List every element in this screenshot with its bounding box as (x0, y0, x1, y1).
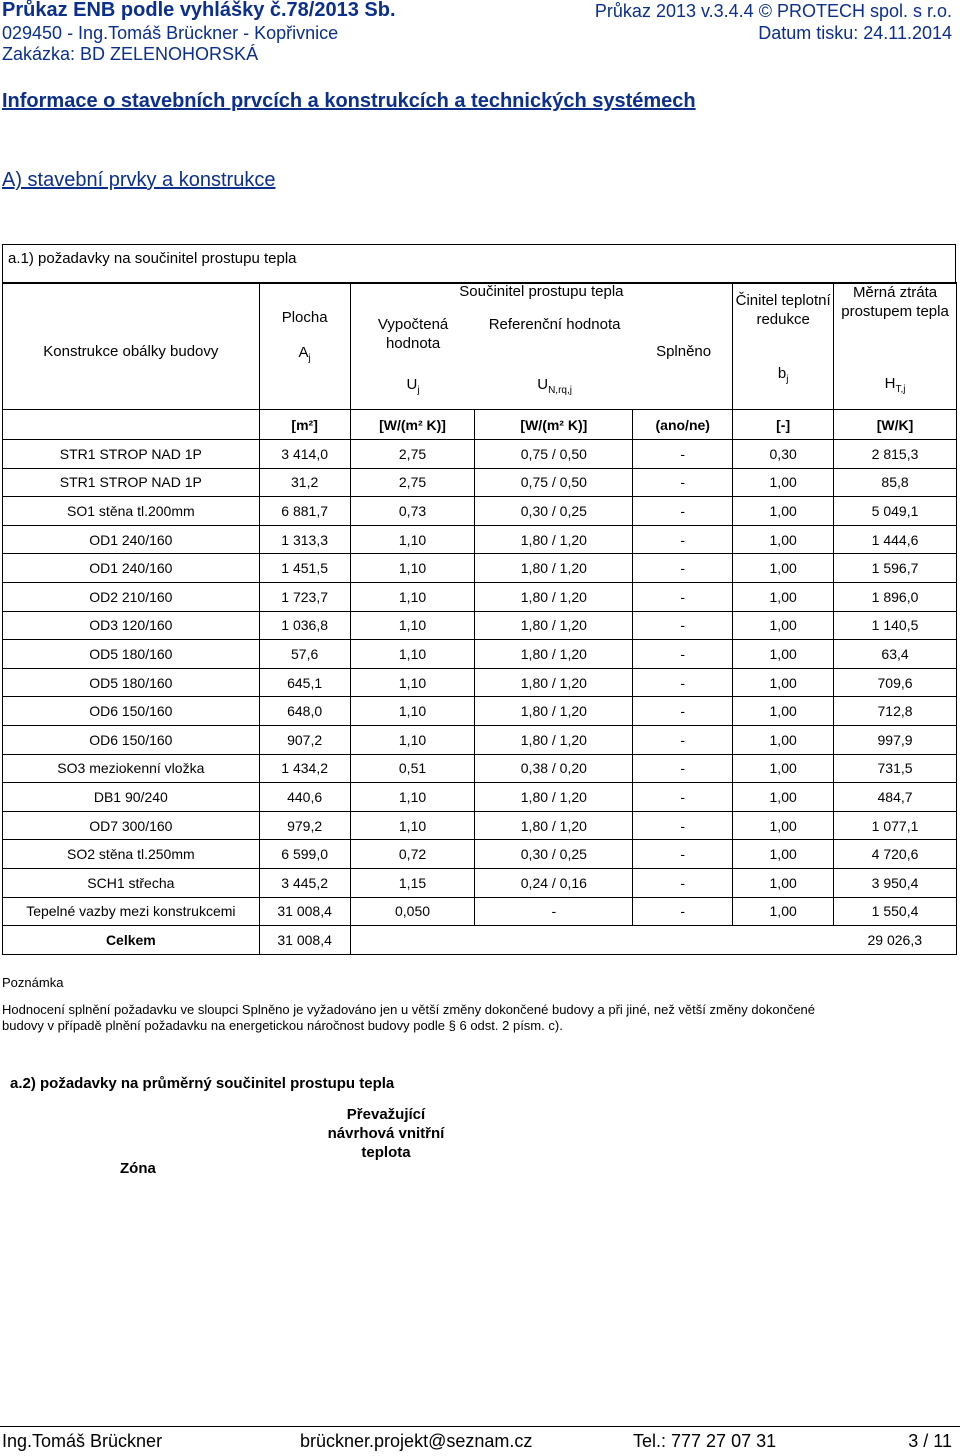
table-row (3, 611, 957, 640)
unit-area: [m²] (259, 410, 350, 440)
cell-uref: 0,75 / 0,50 (475, 440, 633, 469)
cell-area: 648,0 (259, 697, 350, 726)
cell-h: 484,7 (834, 783, 957, 812)
cell-name: STR1 STROP NAD 1P (3, 440, 260, 469)
cell-ok: - (633, 611, 733, 640)
cell-b: 1,00 (733, 582, 834, 611)
cell-ok: - (633, 440, 733, 469)
cell-uref: 1,80 / 1,20 (475, 640, 633, 669)
cell-name: Tepelné vazby mezi konstrukcemi (3, 897, 260, 926)
table-row (3, 754, 957, 783)
software-version: Průkaz 2013 v.3.4.4 © PROTECH spol. s r.o. (594, 1, 952, 21)
cell-name: SO1 stěna tl.200mm (3, 497, 260, 526)
cell-ok: - (633, 897, 733, 926)
table-row (3, 468, 957, 497)
cell-area: 1 451,5 (259, 554, 350, 583)
cell-u: 1,10 (350, 811, 475, 840)
cell-uref: 1,80 / 1,20 (475, 697, 633, 726)
cell-h: 1 444,6 (834, 525, 957, 554)
cell-h: 1 896,0 (834, 582, 957, 611)
cell-b: 1,00 (733, 811, 834, 840)
cell-area: 979,2 (259, 811, 350, 840)
cell-uref: 0,30 / 0,25 (475, 840, 633, 869)
cell-area: 440,6 (259, 783, 350, 812)
cell-b: 1,00 (733, 897, 834, 926)
cell-u: 1,10 (350, 611, 475, 640)
cell-area: 6 881,7 (259, 497, 350, 526)
cell-ok: - (633, 783, 733, 812)
cell-u: 0,73 (350, 497, 475, 526)
cell-u: 0,51 (350, 754, 475, 783)
cell-u: 2,75 (350, 440, 475, 469)
cell-area: 3 445,2 (259, 868, 350, 897)
cell-uref: - (475, 897, 633, 926)
table-row (3, 554, 957, 583)
cell-uref: 1,80 / 1,20 (475, 668, 633, 697)
cell-ok: - (633, 697, 733, 726)
cell-u: 1,10 (350, 725, 475, 754)
page-footer (0, 1426, 960, 1456)
cell-area: 6 599,0 (259, 840, 350, 869)
cell-uref: 1,80 / 1,20 (475, 783, 633, 812)
cell-b: 1,00 (733, 840, 834, 869)
cell-name: SCH1 střecha (3, 868, 260, 897)
table-row (3, 582, 957, 611)
unit-loss: [W/K] (834, 410, 957, 440)
table-row (3, 440, 957, 469)
cell-ok: - (633, 868, 733, 897)
unit-factor: [-] (733, 410, 834, 440)
a2-title: a.2) požadavky na průměrný součinitel prostupu tepla (10, 1075, 395, 1092)
cell-b: 0,30 (733, 440, 834, 469)
cell-b: 1,00 (733, 640, 834, 669)
cell-ok: - (633, 725, 733, 754)
unit-computed: [W/(m² K)] (350, 410, 475, 440)
cell-area: 1 036,8 (259, 611, 350, 640)
cell-area: 907,2 (259, 725, 350, 754)
cell-name: OD3 120/160 (3, 611, 260, 640)
cell-u: 1,10 (350, 668, 475, 697)
cell-b: 1,00 (733, 725, 834, 754)
order-line: Zakázka: BD ZELENOHORSKÁ (2, 44, 259, 64)
cell-area: 1 723,7 (259, 582, 350, 611)
total-loss: 29 026,3 (350, 926, 956, 955)
table-row (3, 868, 957, 897)
cell-ok: - (633, 754, 733, 783)
table-row (3, 811, 957, 840)
cell-u: 1,10 (350, 783, 475, 812)
unit-fulfilled: (ano/ne) (633, 410, 733, 440)
cell-ok: - (633, 497, 733, 526)
header-loss: Měrná ztráta prostupem tepla $H_{T,j}$ (834, 283, 957, 410)
cell-area: 1 434,2 (259, 754, 350, 783)
cell-area: 31,2 (259, 468, 350, 497)
cell-u: 1,10 (350, 640, 475, 669)
cell-h: 997,9 (834, 725, 957, 754)
cell-b: 1,00 (733, 868, 834, 897)
cell-b: 1,00 (733, 754, 834, 783)
cell-h: 5 049,1 (834, 497, 957, 526)
cell-h: 1 077,1 (834, 811, 957, 840)
cell-uref: 1,80 / 1,20 (475, 811, 633, 840)
cell-u: 1,10 (350, 697, 475, 726)
cell-h: 712,8 (834, 697, 957, 726)
footer-name: Ing.Tomáš Brückner (2, 1431, 163, 1451)
cell-u: 1,10 (350, 525, 475, 554)
table-row (3, 840, 957, 869)
header-factor: Činitel teplotní redukce $b_j$ (733, 283, 834, 410)
total-label: Celkem (3, 926, 260, 955)
total-area: 31 008,4 (259, 926, 350, 955)
cell-name: OD5 180/160 (3, 640, 260, 669)
cell-uref: 1,80 / 1,20 (475, 525, 633, 554)
table-row (3, 668, 957, 697)
footer-phone: Tel.: 777 27 07 31 (633, 1431, 777, 1451)
cell-h: 4 720,6 (834, 840, 957, 869)
footer-page: 3 / 11 (908, 1431, 952, 1451)
cell-area: 31 008,4 (259, 897, 350, 926)
cell-name: OD6 150/160 (3, 697, 260, 726)
cell-u: 2,75 (350, 468, 475, 497)
cell-ok: - (633, 840, 733, 869)
table-row (3, 783, 957, 812)
page-header (0, 0, 960, 64)
cell-b: 1,00 (733, 668, 834, 697)
cell-u: 0,72 (350, 840, 475, 869)
cell-ok: - (633, 668, 733, 697)
cell-b: 1,00 (733, 497, 834, 526)
document-title: Průkaz ENB podle vyhlášky č.78/2013 Sb. (2, 0, 396, 21)
table-row (3, 725, 957, 754)
cell-h: 85,8 (834, 468, 957, 497)
cell-b: 1,00 (733, 611, 834, 640)
cell-h: 1 550,4 (834, 897, 957, 926)
footer-email: brückner.projekt@seznam.cz (300, 1431, 533, 1451)
cell-uref: 1,80 / 1,20 (475, 582, 633, 611)
cell-area: 57,6 (259, 640, 350, 669)
table-header-row (3, 283, 957, 410)
cell-area: 3 414,0 (259, 440, 350, 469)
cell-b: 1,00 (733, 468, 834, 497)
cell-b: 1,00 (733, 783, 834, 812)
cell-area: 645,1 (259, 668, 350, 697)
cell-u: 0,050 (350, 897, 475, 926)
cell-uref: 0,38 / 0,20 (475, 754, 633, 783)
table-row (3, 897, 957, 926)
cell-name: OD6 150/160 (3, 725, 260, 754)
cell-ok: - (633, 811, 733, 840)
cell-name: SO3 meziokenní vložka (3, 754, 260, 783)
a2-prevailing-temperature: Převažující návrhová vnitřní teplota (327, 1106, 445, 1161)
header-area: Plocha $A_j$ (259, 283, 350, 410)
cell-b: 1,00 (733, 554, 834, 583)
cell-name: OD1 240/160 (3, 525, 260, 554)
cell-b: 1,00 (733, 525, 834, 554)
cell-h: 709,6 (834, 668, 957, 697)
cell-h: 2 815,3 (834, 440, 957, 469)
cell-u: 1,15 (350, 868, 475, 897)
a1-title: a.1) požadavky na součinitel prostupu tepla (8, 250, 297, 267)
table-row (3, 525, 957, 554)
note-body: Hodnocení splnění požadavku ve sloupci Splněno je vyžadováno jen u větší změny dokončené budovy a při jiné, než větší změny dokončené budovy v případě plnění požadavku na energetickou náročnost budovy podle § 6 odst. 2 písm. c). (2, 1002, 816, 1033)
cell-u: 1,10 (350, 554, 475, 583)
cell-h: 63,4 (834, 640, 957, 669)
units-row (3, 410, 957, 440)
a2-zone: Zóna (120, 1160, 156, 1177)
table-row (3, 697, 957, 726)
total-row (3, 926, 957, 955)
table-row (3, 497, 957, 526)
header-construction: Konstrukce obálky budovy (3, 283, 260, 410)
author-line: 029450 - Ing.Tomáš Brückner - Kopřivnice (2, 23, 339, 43)
cell-h: 1 596,7 (834, 554, 957, 583)
table-row (3, 640, 957, 669)
cell-u: 1,10 (350, 582, 475, 611)
cell-ok: - (633, 582, 733, 611)
cell-ok: - (633, 468, 733, 497)
print-date: Datum tisku: 24.11.2014 (758, 23, 952, 43)
cell-uref: 1,80 / 1,20 (475, 725, 633, 754)
cell-name: OD1 240/160 (3, 554, 260, 583)
section-title: Informace o stavebních prvcích a konstrukcích a technických systémech (2, 90, 696, 112)
cell-b: 1,00 (733, 697, 834, 726)
header-u-group: Součinitel prostupu tepla Referenční hodnota $U_{N,rq,j}$ Vypočtená hodnota $U_j$ Splněno (350, 283, 733, 410)
cell-uref: 0,75 / 0,50 (475, 468, 633, 497)
unit-reference: [W/(m² K)] (475, 410, 633, 440)
u-values-table (2, 282, 957, 955)
cell-h: 731,5 (834, 754, 957, 783)
subsection-title: A) stavební prvky a konstrukce (2, 169, 276, 191)
cell-area: 1 313,3 (259, 525, 350, 554)
cell-name: OD5 180/160 (3, 668, 260, 697)
cell-uref: 1,80 / 1,20 (475, 554, 633, 583)
cell-ok: - (633, 525, 733, 554)
cell-ok: - (633, 640, 733, 669)
cell-h: 1 140,5 (834, 611, 957, 640)
cell-ok: - (633, 554, 733, 583)
cell-uref: 0,30 / 0,25 (475, 497, 633, 526)
note-title: Poznámka (2, 975, 64, 990)
cell-name: DB1 90/240 (3, 783, 260, 812)
cell-name: SO2 stěna tl.250mm (3, 840, 260, 869)
cell-name: OD7 300/160 (3, 811, 260, 840)
cell-name: STR1 STROP NAD 1P (3, 468, 260, 497)
cell-name: OD2 210/160 (3, 582, 260, 611)
cell-uref: 1,80 / 1,20 (475, 611, 633, 640)
cell-uref: 0,24 / 0,16 (475, 868, 633, 897)
cell-h: 3 950,4 (834, 868, 957, 897)
